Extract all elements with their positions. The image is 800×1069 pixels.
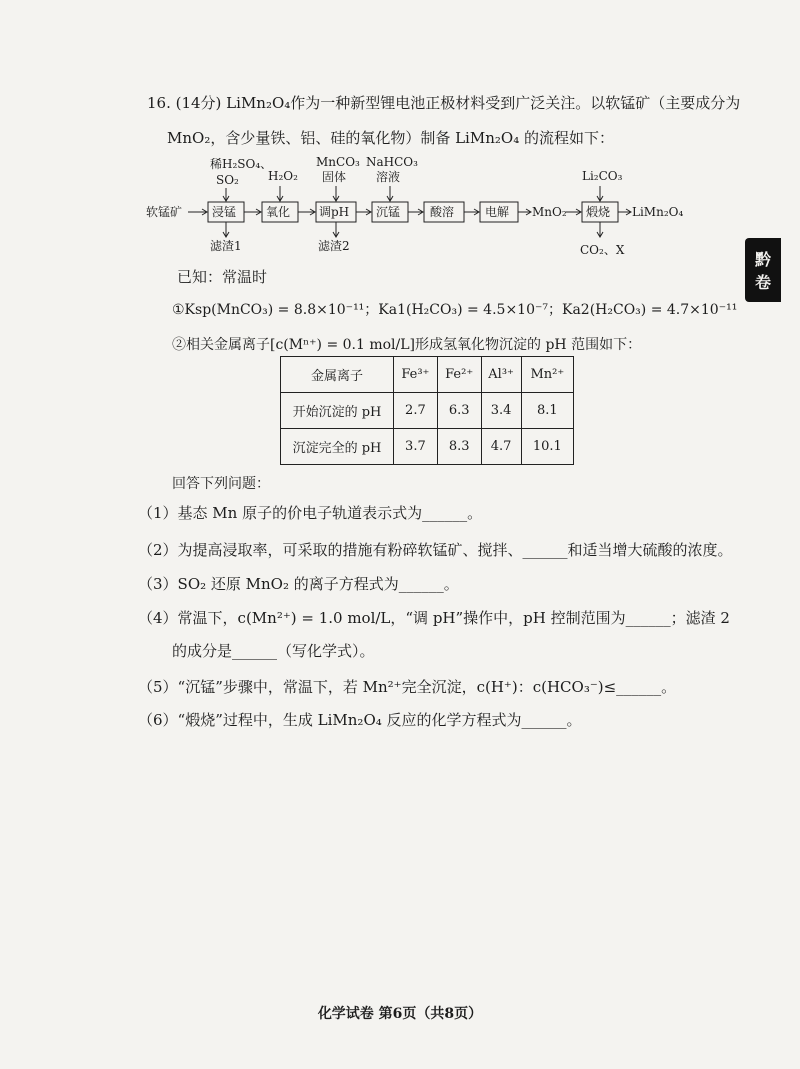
- flow-step-precipitate: 沉锰: [376, 205, 401, 219]
- table-cell: 6.3: [437, 393, 481, 429]
- flow-input-precip-b: 溶液: [376, 170, 401, 184]
- table-row: [281, 393, 574, 429]
- table-header-cell: Mn²⁺: [521, 357, 573, 393]
- flow-input-leach-a: 稀H₂SO₄、: [210, 157, 273, 171]
- answers-intro: 回答下列问题：: [172, 476, 270, 492]
- question-intro-line1: 16. (14分) LiMn₂O₄作为一种新型锂电池正极材料受到广泛关注。以软锰矿（主要成分为: [147, 94, 741, 112]
- question-6: （6）“煅烧”过程中，生成 LiMn₂O₄ 反应的化学方程式为______。: [138, 711, 582, 729]
- flow-input-leach-b: SO₂: [216, 173, 239, 187]
- flow-step-oxidize: 氧化: [266, 205, 291, 219]
- known-constants: ①Ksp(MnCO₃) = 8.8×10⁻¹¹；Ka1(H₂CO₃) = 4.5×10⁻⁷；Ka2(H₂CO₃) = 4.7×10⁻¹¹: [172, 302, 738, 318]
- question-1: （1）基态 Mn 原子的价电子轨道表示式为______。: [138, 504, 483, 522]
- flow-step-acid-dissolve: 酸溶: [430, 205, 455, 219]
- table-cell: 3.7: [394, 429, 438, 465]
- question-4-continued: 的成分是______（写化学式）。: [172, 642, 375, 660]
- page-footer: 化学试卷 第6页（共8页）: [317, 1006, 483, 1022]
- flow-output-gas: CO₂、X: [580, 243, 625, 257]
- flow-input-oxidize: H₂O₂: [268, 169, 298, 183]
- flow-output-product: LiMn₂O₄: [632, 205, 684, 219]
- question-5: （5）“沉锰”步骤中，常温下，若 Mn²⁺完全沉淀，c(H⁺)：c(HCO₃⁻)≤______。: [138, 678, 677, 696]
- side-tab: [745, 238, 781, 302]
- table-cell: 8.1: [521, 393, 573, 429]
- table-header-row: [281, 357, 574, 393]
- flow-output-residue2: 滤渣2: [318, 239, 350, 253]
- table-cell: 10.1: [521, 429, 573, 465]
- table-header-cell: 金属离子: [281, 357, 394, 393]
- table-row: [281, 429, 574, 465]
- flow-step-electrolysis: 电解: [485, 205, 510, 219]
- question-intro-line2: MnO₂，含少量铁、铝、硅的氧化物）制备 LiMn₂O₄ 的流程如下：: [167, 129, 614, 147]
- flow-input-calcine: Li₂CO₃: [582, 169, 623, 183]
- flow-input-precip-a: NaHCO₃: [366, 155, 418, 169]
- flow-step-adjust-ph: 调pH: [319, 205, 350, 219]
- flow-start: 软锰矿: [146, 205, 183, 219]
- process-flowchart: [140, 150, 700, 260]
- flow-step-calcine: 煅烧: [586, 205, 611, 219]
- ph-range-table: [280, 356, 574, 465]
- flow-input-adjust-b: 固体: [322, 170, 347, 184]
- flow-output-residue1: 滤渣1: [210, 239, 242, 253]
- table-header-cell: Al³⁺: [481, 357, 521, 393]
- question-2: （2）为提高浸取率，可采取的措施有粉碎软锰矿、搅拌、______和适当增大硫酸的浓度。: [138, 541, 733, 559]
- known-heading: 已知：常温时: [177, 268, 268, 286]
- table-cell: 2.7: [394, 393, 438, 429]
- known-ph-intro: ②相关金属离子[c(Mⁿ⁺) = 0.1 mol/L]形成氢氧化物沉淀的 pH 范围如下：: [172, 337, 642, 353]
- table-cell: 8.3: [437, 429, 481, 465]
- table-cell: 沉淀完全的 pH: [281, 429, 394, 465]
- question-3: （3）SO₂ 还原 MnO₂ 的离子方程式为______。: [138, 575, 459, 593]
- flow-step-leach: 浸锰: [212, 205, 237, 219]
- table-cell: 3.4: [481, 393, 521, 429]
- table-cell: 开始沉淀的 pH: [281, 393, 394, 429]
- flow-output-mno2: MnO₂: [532, 205, 567, 219]
- flow-input-adjust-a: MnCO₃: [316, 155, 360, 169]
- question-4: （4）常温下，c(Mn²⁺) = 1.0 mol/L，“调 pH”操作中，pH 控制范围为______；滤渣 2: [138, 609, 730, 627]
- table-cell: 4.7: [481, 429, 521, 465]
- table-header-cell: Fe²⁺: [437, 357, 481, 393]
- side-tab-char: 卷: [754, 273, 771, 292]
- table-header-cell: Fe³⁺: [394, 357, 438, 393]
- side-tab-char: 黔: [754, 250, 771, 269]
